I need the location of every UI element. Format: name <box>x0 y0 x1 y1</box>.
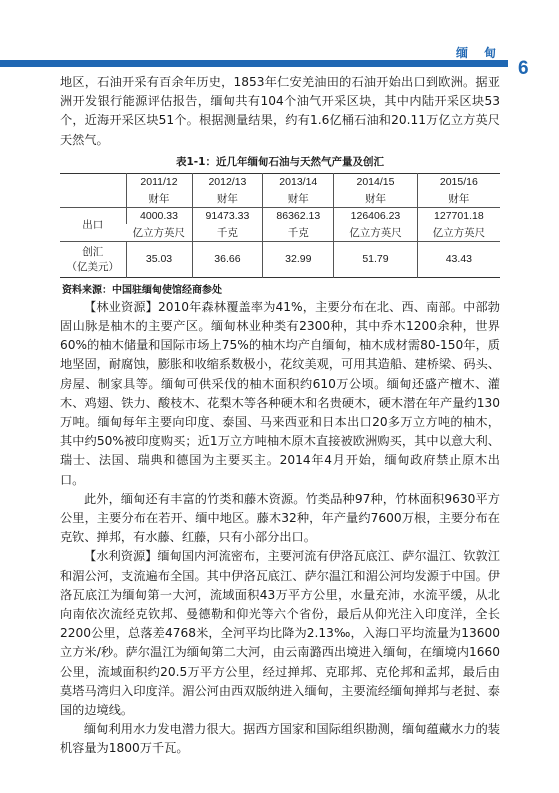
fiscal-cell: 财年 <box>417 190 500 207</box>
table-row-years <box>60 173 500 190</box>
year-cell: 2015/16 <box>417 173 500 190</box>
table-row-export-values <box>60 207 500 224</box>
paragraph-water: 【水利资源】缅甸国内河流密布，主要河流有伊洛瓦底江、萨尔温江、钦敦江和湄公河，支流遍布全国。其中伊洛瓦底江、萨尔温江和湄公河均发源于中国。伊洛瓦底江为缅甸第一大河，流域面积43万平方公里，水量充沛，水流平缓，从北向南依次流经克钦邦、曼德勒和仰光等六个省份，最后从仰光注入印度洋，全长2200公里，总落差4768米，全河平均比降为2.13‰，入海口平均流量为13600立方米/秒。萨尔温江为缅甸第二大河，由云南潞西出境进入缅甸，在缅境内1660公里，流域面积约20.5万平方公里，经过掸邦、克耶邦、克伦邦和孟邦，最后由莫塔马湾归入印度洋。湄公河由西双版纳进入缅甸，主要流经缅甸掸邦与老挝、泰国的边境线。 <box>60 549 500 718</box>
table-row-earnings <box>60 241 500 277</box>
year-cell: 2014/15 <box>334 173 418 190</box>
table-row-export-units <box>60 224 500 241</box>
fiscal-cell: 财年 <box>263 190 334 207</box>
export-value: 126406.23 <box>334 207 418 224</box>
earnings-value: 35.03 <box>126 241 192 277</box>
table-source: 资料来源：中国驻缅甸使馆经商参处 <box>62 284 222 296</box>
fiscal-cell: 财年 <box>334 190 418 207</box>
export-value: 127701.18 <box>417 207 500 224</box>
year-cell: 2011/12 <box>126 173 192 190</box>
table-caption: 表1-1：近几年缅甸石油与天然气产量及创汇 <box>176 155 384 168</box>
earnings-label: 创汇 （亿美元） <box>60 241 126 277</box>
page-number: 6 <box>518 58 529 79</box>
header-title: 缅 甸 <box>456 46 503 60</box>
earnings-value: 43.43 <box>417 241 500 277</box>
page-content <box>60 73 500 759</box>
paragraph-bamboo-rattan: 此外，缅甸还有丰富的竹类和藤木资源。竹类品种97种，竹林面积9630平方公里，主要分布在若开、缅中地区。藤木32种，年产量约7600万根，主要分布在克钦、掸邦，有水藤、红藤，只有小部分出口。 <box>60 491 500 545</box>
earnings-value: 51.79 <box>334 241 418 277</box>
export-unit: 亿立方英尺 <box>132 227 185 240</box>
earnings-value: 36.66 <box>192 241 263 277</box>
export-unit: 千克 <box>192 224 263 241</box>
paragraph-forestry: 【林业资源】2010年森林覆盖率为41%，主要分布在北、西、南部。中部勃固山脉是柚木的主要产区。缅甸林业种类有2300种，其中乔木1200余种，世界60%的柚木储量和国际市场上75%的柚木均产自缅甸，柚木成材需80-150年，质地坚固，耐腐蚀，膨胀和收缩系数极小，花纹美观，可用其造船、建桥梁、码头、房屋、制家具等。缅甸可供采伐的柚木面积约610万公顷。缅甸还盛产檀木、灌木、鸡翅、铁力、酸枝木、花梨木等各种硬木和名贵硬木，硬木潜在年产量约130万吨。缅甸每年主要向印度、泰国、马来西亚和日本出口20多万立方吨的柚木，其中约50%被印度购买；近1万立方吨柚木原木直接被欧洲购买，其中以意大利、瑞士、法国、瑞典和德国为主要买主。2014年4月开始，缅甸政府禁止原木出口。 <box>60 299 500 487</box>
paragraph-hydropower: 缅甸利用水力发电潜力很大。据西方国家和国际组织勘测，缅甸蕴藏水力的装机容量为1800万千瓦。 <box>60 722 500 756</box>
fiscal-cell: 财年 <box>192 190 263 207</box>
export-unit: 亿立方英尺 <box>417 224 500 241</box>
header-bar <box>0 60 508 67</box>
export-label: 出口 <box>60 207 126 241</box>
fiscal-cell: 财年 <box>126 190 192 207</box>
export-value: 4000.33 <box>126 207 192 224</box>
year-cell: 2012/13 <box>192 173 263 190</box>
export-unit: 千克 <box>263 224 334 241</box>
oil-gas-table <box>60 173 500 278</box>
table-row-fiscal <box>60 190 500 207</box>
export-value: 86362.13 <box>263 207 334 224</box>
export-unit: 亿立方英尺 <box>334 224 418 241</box>
year-cell: 2013/14 <box>263 173 334 190</box>
paragraph-oil: 地区，石油开采有百余年历史，1853年仁安羌油田的石油开始出口到欧洲。据亚洲开发银行能源评估报告，缅甸共有104个油气开采区块，其中内陆开采区块53个，近海开采区块51个。根据测量结果，约有1.6亿桶石油和20.11万亿立方英尺天然气。 <box>60 75 500 147</box>
export-value: 91473.33 <box>192 207 263 224</box>
earnings-value: 32.99 <box>263 241 334 277</box>
